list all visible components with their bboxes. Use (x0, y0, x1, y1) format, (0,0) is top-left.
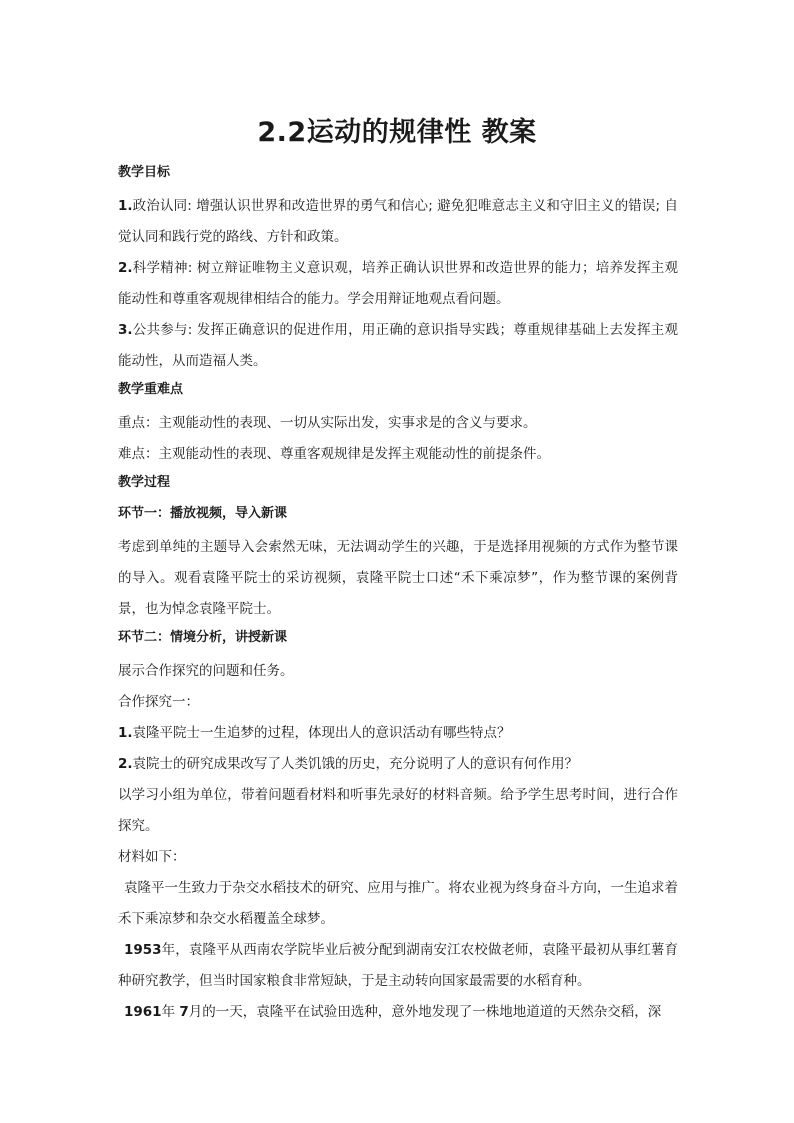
goal-3 (118, 315, 678, 377)
goal-2 (118, 253, 678, 315)
question-2-number: 2. (118, 756, 133, 772)
page-title: 2.2运动的规律性 教案 (257, 117, 537, 148)
section-heading-goals: 教学目标 (118, 165, 171, 180)
material-paragraph-2 (118, 935, 678, 997)
step-2-heading: 环节二：情境分析，讲授新课 (118, 630, 288, 645)
difficult-point: 难点：主观能动性的表现、尊重客观规律是发挥主观能动性的前提条件。 (118, 446, 550, 462)
material-paragraph-3 (118, 997, 678, 1028)
goal-2-text: 科学精神: 树立辩证唯物主义意识观，培养正确认识世界和改造世界的能力；培养发挥主观能动性和尊重客观规律相结合的能力。学会用辩证地观点看问题。 (118, 260, 678, 307)
section-heading-process: 教学过程 (118, 475, 171, 490)
key-point: 重点：主观能动性的表现、一切从实际出发，实事求是的含义与要求。 (118, 415, 537, 431)
question-2 (118, 749, 678, 780)
material-3-text: 月的一天，袁隆平在试验田选种，意外地发现了一株地地道道的天然杂交稻，深 (188, 1004, 662, 1020)
question-1 (118, 718, 678, 749)
inquiry-label: 合作探究一： (118, 694, 199, 710)
question-1-number: 1. (118, 725, 133, 741)
step-2-text: 展示合作探究的问题和任务。 (118, 663, 294, 679)
goal-1-text: 政治认同: 增强认识世界和改造世界的勇气和信心; 避免犯唯意志主义和守旧主义的错误; 自觉认同和践行党的路线、方针和政策。 (118, 198, 678, 245)
goal-3-text: 公共参与: 发挥正确意识的促进作用，用正确的意识指导实践；尊重规律基础上去发挥主观能动性，从而造福人类。 (118, 322, 678, 369)
goal-3-number: 3. (118, 322, 133, 338)
material-3-mid: 年 (161, 1004, 180, 1020)
material-2-text: 年，袁隆平从西南农学院毕业后被分配到湖南安江农校做老师，袁隆平最初从事红薯育种研究教学，但当时国家粮食非常短缺，于是主动转向国家最需要的水稻育种。 (118, 942, 678, 989)
material-paragraph-1: 袁隆平一生致力于杂交水稻技术的研究、应用与推广。将农业视为终身奋斗方向，一生追求着禾下乘凉梦和杂交水稻覆盖全球梦。 (118, 880, 678, 927)
material-2-year: 1953 (124, 942, 162, 958)
material-label: 材料如下： (118, 849, 186, 865)
question-1-text: 袁隆平院士一生追梦的过程，体现出人的意识活动有哪些特点？ (132, 725, 511, 741)
group-instruction: 以学习小组为单位，带着问题看材料和听事先录好的材料音频。给予学生思考时间，进行合作探究。 (118, 787, 678, 834)
document-body (118, 160, 678, 1028)
goal-1-number: 1. (118, 198, 133, 214)
material-3-year: 1961 (124, 1004, 162, 1020)
goal-2-number: 2. (118, 260, 133, 276)
goal-1 (118, 191, 678, 253)
material-3-month: 7 (179, 1004, 189, 1020)
step-1-text: 考虑到单纯的主题导入会索然无味，无法调动学生的兴趣，于是选择用视频的方式作为整节课的导入。观看袁隆平院士的采访视频，袁隆平院士口述“禾下乘凉梦”，作为整节课的案例背景，也为悼念袁隆平院士。 (118, 539, 678, 617)
question-2-text: 袁院士的研究成果改写了人类饥饿的历史，充分说明了人的意识有何作用？ (132, 756, 579, 772)
step-1-heading: 环节一：播放视频，导入新课 (118, 506, 288, 521)
section-heading-keypoints: 教学重难点 (118, 382, 184, 397)
